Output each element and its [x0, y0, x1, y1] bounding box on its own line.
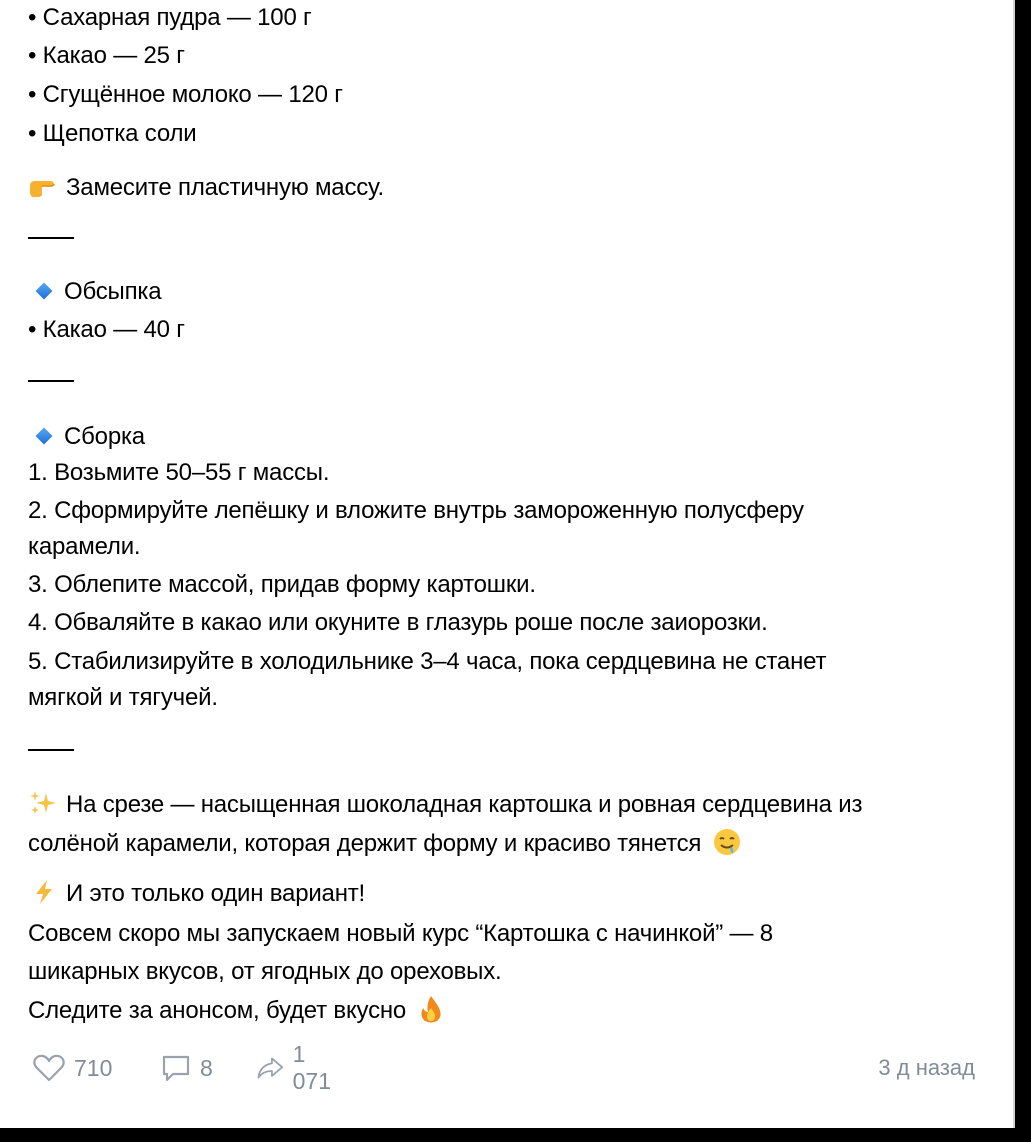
cut-text-2: солёной карамели, которая держит форму и красиво тянется	[28, 830, 702, 857]
ingredient-item: • Щепотка соли	[28, 120, 197, 147]
share-count: 1 071	[292, 1041, 331, 1094]
drooling-face-icon	[712, 827, 742, 868]
promo-text-1: И это только один вариант!	[66, 880, 366, 907]
coating-item: • Какао — 40 г	[28, 316, 185, 343]
assembly-title-text: Сборка	[64, 423, 145, 450]
assembly-title	[28, 419, 145, 455]
lightning-icon	[28, 878, 60, 906]
comment-icon	[160, 1052, 192, 1084]
comment-count: 8	[200, 1054, 213, 1081]
promo-line-1	[28, 876, 365, 912]
coating-title	[28, 274, 161, 310]
assembly-step: мягкой и тягучей.	[28, 684, 218, 711]
assembly-step: карамели.	[28, 533, 141, 560]
comment-button[interactable]	[160, 1048, 213, 1088]
promo-line-4	[28, 993, 445, 1035]
share-button[interactable]	[256, 1041, 338, 1094]
heart-icon	[32, 1053, 66, 1083]
share-icon	[256, 1052, 285, 1084]
assembly-step: 3. Облепите массой, придав форму картошки.	[28, 571, 536, 598]
ingredient-item: • Сгущённое молоко — 120 г	[28, 81, 343, 108]
cut-text-1: На срезе — насыщенная шоколадная картошка и ровная сердцевина из	[66, 791, 863, 818]
ingredient-item: • Сахарная пудра — 100 г	[28, 4, 312, 31]
assembly-step: 2. Сформируйте лепёшку и вложите внутрь замороженную полусферу	[28, 497, 804, 524]
cut-line-1	[28, 787, 862, 823]
assembly-step: 4. Обваляйте в какао или окуните в глазурь роше после заиорозки.	[28, 609, 768, 636]
cut-line-2	[28, 826, 742, 868]
coating-title-text: Обсыпка	[64, 278, 162, 305]
like-count: 710	[74, 1054, 113, 1081]
promo-text-4: Следите за анонсом, будет вкусно	[28, 997, 407, 1024]
promo-line-3: шикарных вкусов, от ягодных до ореховых.	[28, 958, 502, 985]
separator	[28, 380, 74, 382]
blue-diamond-icon	[36, 283, 53, 300]
promo-line-2: Совсем скоро мы запускаем новый курс “Картошка с начинкой” — 8	[28, 920, 773, 947]
ingredient-item: • Какао — 25 г	[28, 42, 185, 69]
sparkles-icon	[28, 789, 60, 817]
separator	[28, 749, 74, 751]
knead-text: Замесите пластичную массу.	[66, 174, 384, 201]
assembly-step: 5. Стабилизируйте в холодильнике 3–4 часа, пока сердцевина не станет	[28, 648, 827, 675]
separator	[28, 237, 74, 239]
like-button[interactable]	[32, 1048, 112, 1088]
pointing-hand-icon	[28, 172, 60, 200]
assembly-step: 1. Возьмите 50–55 г массы.	[28, 459, 330, 486]
post-date[interactable]: 3 д назад	[878, 1055, 975, 1080]
knead-line	[28, 170, 384, 206]
blue-diamond-icon	[36, 428, 53, 445]
fire-icon	[417, 994, 445, 1035]
